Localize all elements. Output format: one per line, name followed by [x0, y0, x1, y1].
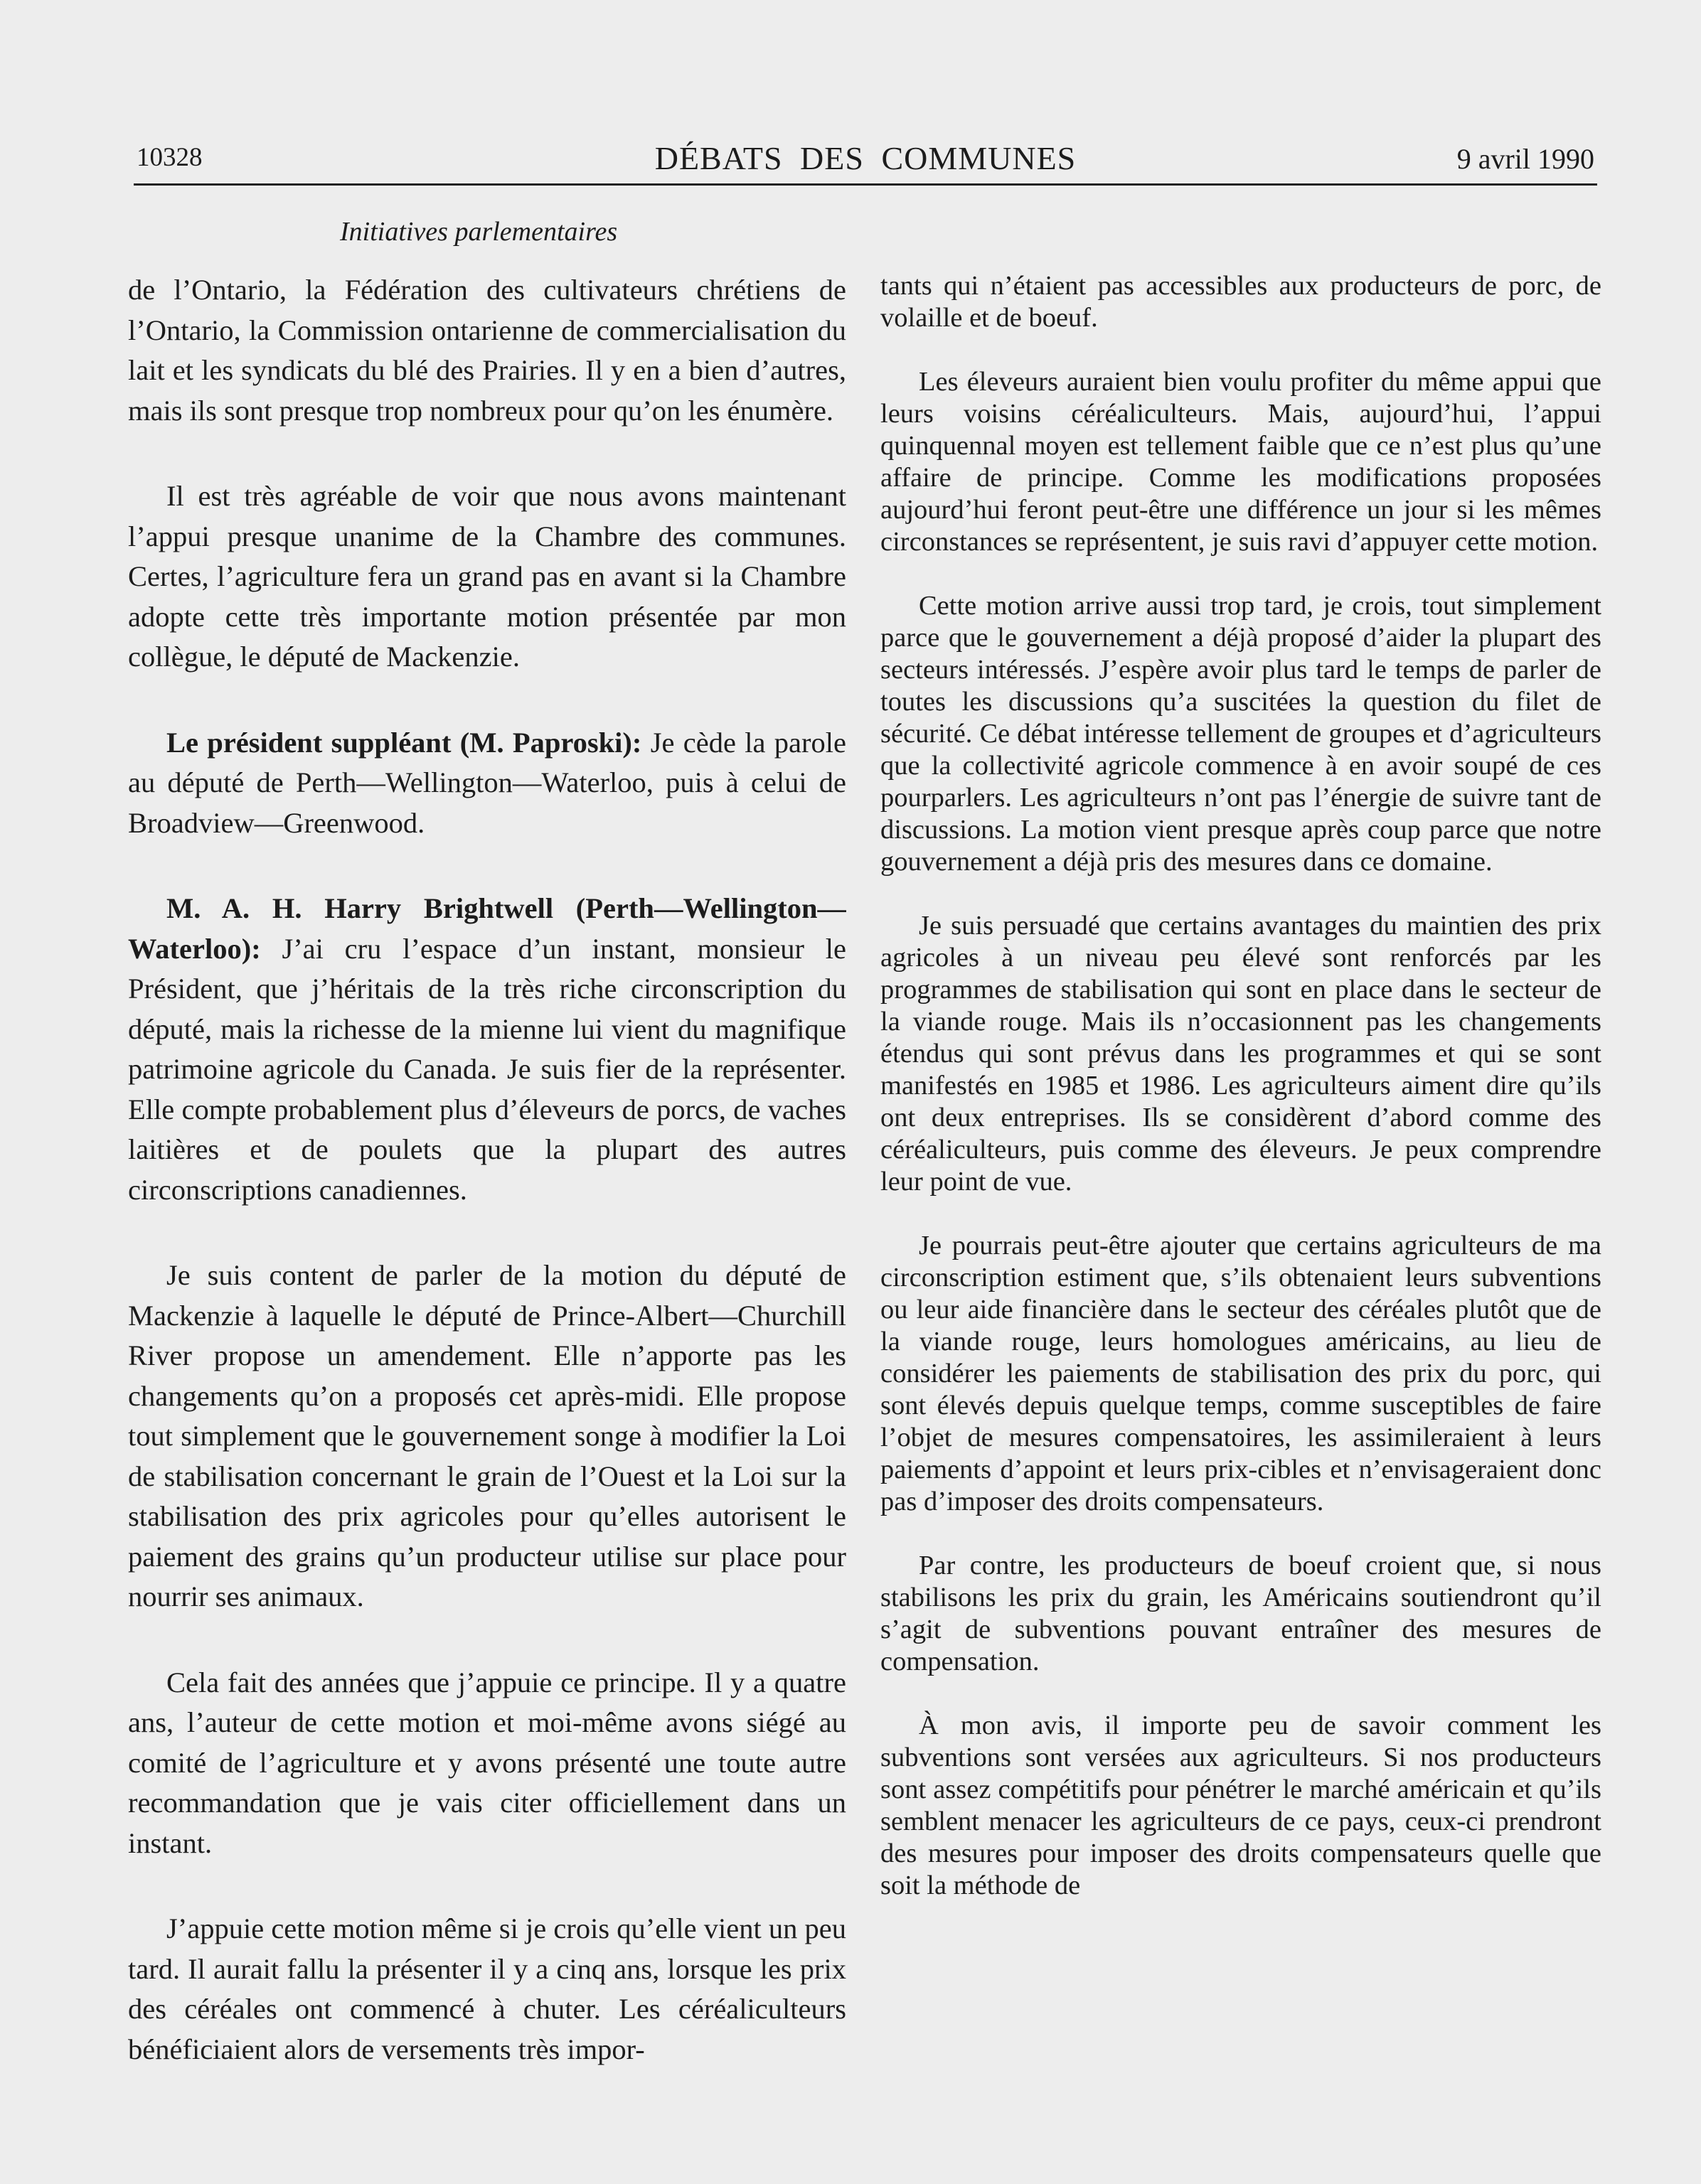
- paragraph-text: Je cède la parole au député de Perth—Wellington—Waterloo, puis à celui de Broadview—Greenwood.: [128, 726, 846, 839]
- paragraph-text: Cela fait des années que j’appuie ce principe. Il y a quatre ans, l’auteur de cette motion et moi-même avons siégé au comité de l’agriculture et y avons présenté une toute autre recommandation que je vais citer officiellement dans un instant.: [128, 1666, 846, 1859]
- paragraph-text: J’ai cru l’espace d’un instant, monsieur le Président, que j’héritais de la très riche circonscription du député, mais la richesse de la mienne lui vient du magnifique patrimoine agricole du Canada. Je suis fier de la représenter. Elle compte probablement plus d’éleveurs de porcs, de vaches laitières et de poulets que la plupart des autres circonscriptions canadiennes.: [128, 932, 846, 1206]
- paragraph: Cette motion arrive aussi trop tard, je crois, tout simplement parce que le gouvernement a déjà proposé d’aider la plupart des secteurs intéressés. J’espère avoir plus tard le temps de parler de toutes les discussions qu’a suscitées la question du filet de sécurité. Ce débat intéresse tellement de groupes et d’agriculteurs que la collectivité agricole commence à en avoir soupé de ces pourparlers. Les agriculteurs n’ont pas l’énergie de suivre tant de discussions. La motion vient presque après coup parce que notre gouvernement a déjà pris des mesures dans ce domaine.: [880, 591, 1601, 877]
- paragraph: Je suis persuadé que certains avantages du maintien des prix agricoles à un niveau peu élevé sont renforcés par les programmes de stabilisation qui sont en place dans le secteur de la viande rouge. Mais ils n’occasionnent pas les changements étendus qui sont prévus dans les programmes et qui se sont manifestés en 1985 et 1986. Les agriculteurs aiment dire qu’ils ont deux entreprises. Ils se considèrent d’abord comme des céréaliculteurs, puis comme des éleveurs. Je peux comprendre leur point de vue.: [880, 911, 1601, 1197]
- speaker-name: M. A. H. Harry Brightwell (Perth—Wellington—Waterloo):: [128, 892, 846, 965]
- speaker-name: Le président suppléant (M. Paproski):: [166, 726, 642, 759]
- page-header: [134, 139, 1597, 186]
- paragraph: Je pourrais peut-être ajouter que certains agriculteurs de ma circonscription estiment que, s’ils obtenaient leurs subventions ou leur aide financière dans le secteur des céréales plutôt que de la viande rouge, leurs homologues américains, au lieu de considérer les paiements de stabilisation des prix du porc, qui sont élevés depuis quelque temps, comme susceptibles de faire l’objet de mesures compensatoires, les assimileraient à leurs paiements d’appoint et leurs prix-cibles et n’envisageraient donc pas d’imposer des droits compensateurs.: [880, 1231, 1601, 1516]
- paragraph: tants qui n’étaient pas accessibles aux producteurs de porc, de volaille et de boeuf.: [880, 271, 1601, 333]
- paragraph: [128, 1909, 846, 2070]
- paragraph-text: de l’Ontario, la Fédération des cultivateurs chrétiens de l’Ontario, la Commission ontarienne de commercialisation du lait et les syndicats du blé des Prairies. Il y en a bien d’autres, mais ils sont presque trop nombreux pour qu’on les énumère.: [128, 274, 846, 427]
- paragraph: [128, 1256, 846, 1617]
- section-label: Initiatives parlementaires: [340, 217, 618, 247]
- paragraph: [128, 476, 846, 678]
- issue-date: 9 avril 1990: [1456, 143, 1594, 175]
- paragraph: Les éleveurs auraient bien voulu profiter du même appui que leurs voisins céréaliculteurs. Mais, aujourd’hui, l’appui quinquennal moyen est tellement faible que ce n’est plus qu’une affaire de principe. Comme les modifications proposées aujourd’hui feront peut-être une différence un jour si les mêmes circonstances se représentent, je suis ravi d’appuyer cette motion.: [880, 367, 1601, 557]
- publication-title: DÉBATS DES COMMUNES: [654, 140, 1077, 176]
- paragraph-text: J’appuie cette motion même si je crois qu’elle vient un peu tard. Il aurait fallu la présenter il y a cinq ans, lorsque les prix des céréales ont commencé à chuter. Les céréaliculteurs bénéficiaient alors de versements très impor-: [128, 1912, 846, 2065]
- paragraph-text: Il est très agréable de voir que nous avons maintenant l’appui presque unanime de la Chambre des communes. Certes, l’agriculture fera un grand pas en avant si la Chambre adopte cette très importante motion présentée par mon collègue, le député de Mackenzie.: [128, 480, 846, 673]
- paragraph: [128, 270, 846, 431]
- page-number: 10328: [137, 143, 203, 172]
- left-column: [128, 270, 846, 2099]
- paragraph: Par contre, les producteurs de boeuf croient que, si nous stabilisons les prix du grain, les Américains soutiendront qu’il s’agit de subventions pouvant entraîner des mesures de compensation.: [880, 1551, 1601, 1676]
- right-column: [880, 270, 1601, 2099]
- paragraph: [128, 1663, 846, 1864]
- paragraph: [128, 889, 846, 1210]
- paragraph-text: Je suis content de parler de la motion du député de Mackenzie à laquelle le député de Prince-Albert—Churchill River propose un amendement. Elle n’apporte pas les changements qu’on a proposés cet après-midi. Elle propose tout simplement que le gouvernement songe à modifier la Loi de stabilisation concernant le grain de l’Ouest et la Loi sur la stabilisation des prix agricoles pour qu’elles autorisent le paiement des grains qu’un producteur utilise sur place pour nourrir ses animaux.: [128, 1259, 846, 1612]
- paragraph: [128, 723, 846, 844]
- paragraph: À mon avis, il importe peu de savoir comment les subventions sont versées aux agriculteurs. Si nos producteurs sont assez compétitifs pour pénétrer le marché américain et qu’ils semblent menacer les agriculteurs de ce pays, ceux-ci prendront des mesures pour imposer des droits compensateurs quelle que soit la méthode de: [880, 1711, 1601, 1900]
